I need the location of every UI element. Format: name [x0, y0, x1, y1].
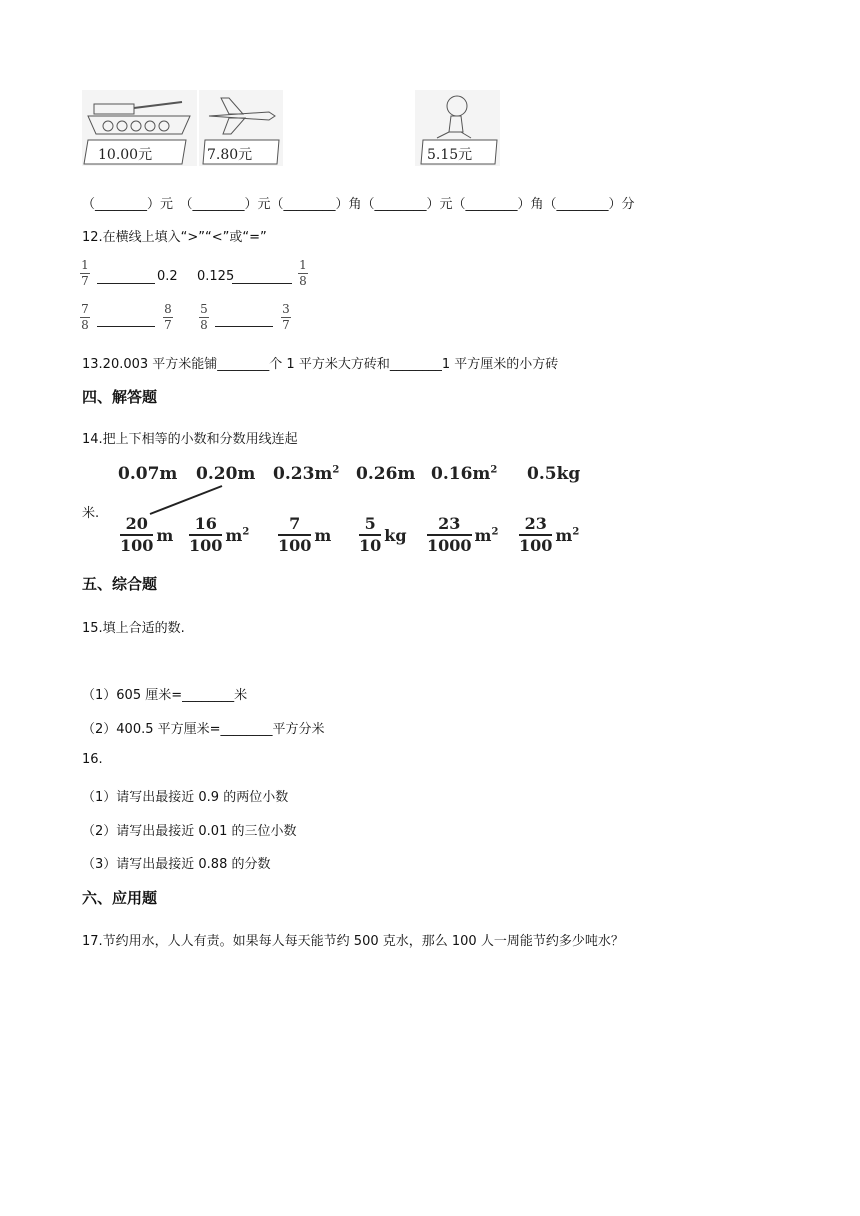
q14-bottom-5: 23 100 $m^2$ — [519, 514, 580, 555]
q17-text: 17.节约用水，人人有责。如果每人每天能节约 500 克水，那么 100 人一周能节约多少吨水？ — [82, 934, 624, 949]
q12-blank-2[interactable] — [232, 283, 292, 284]
q14-top-4: $0.16m^2$ — [431, 464, 498, 484]
q15-item-1: （1）605 厘米=________米 — [82, 688, 248, 703]
tank-price: 10.00元 — [98, 147, 153, 163]
q12-frac-3-7: 3 7 — [282, 302, 290, 332]
q14-top-5: 0.5kg — [527, 464, 581, 484]
q15-item-2: （2）400.5 平方厘米=________平方分米 — [82, 722, 325, 737]
q15-prompt: 15.填上合适的数. — [82, 621, 185, 636]
plane-image — [199, 90, 283, 166]
q12-value-0.2: 0.2 — [157, 269, 178, 284]
q14-suffix: 米. — [82, 506, 100, 521]
q12-frac-1-7: 1 7 — [81, 258, 89, 288]
q14-bottom-0: 20 100 m — [120, 514, 174, 555]
q12-frac-8-7: 8 7 — [164, 302, 172, 332]
q16-item-3: （3）请写出最接近 0.88 的分数 — [82, 857, 271, 872]
q12-value-0.125: 0.125 — [197, 269, 235, 284]
q14-top-2: $0.23m^2$ — [273, 464, 340, 484]
q11-blanks: （________）元 （________）元（________）角（________）元（________）角（________）分 — [82, 197, 635, 212]
q14-bottom-3: 5 10 kg — [359, 514, 407, 555]
q14-prompt: 14.把上下相等的小数和分数用线连起 — [82, 432, 298, 447]
q12-blank-3[interactable] — [97, 326, 155, 327]
q12-prompt: 12.在横线上填入“>”“<”或“=” — [82, 230, 267, 245]
q13-text: 13.20.003 平方米能铺________个 1 平方米大方砖和________1 平方厘米的小方砖 — [82, 357, 559, 372]
section-6-title: 六、应用题 — [82, 889, 158, 907]
section-5-title: 五、综合题 — [82, 575, 158, 593]
plane-price: 7.80元 — [207, 147, 253, 163]
q12-frac-5-8: 5 8 — [200, 302, 208, 332]
q14-bottom-4: 23 1000 $m^2$ — [427, 514, 499, 555]
q16-item-1: （1）请写出最接近 0.9 的两位小数 — [82, 790, 289, 805]
tank-image — [82, 90, 197, 166]
q14-top-3: 0.26m — [356, 464, 416, 484]
q14-top-0: 0.07m — [118, 464, 178, 484]
toy-image — [415, 90, 500, 166]
q14-bottom-1: 16 100 $m^2$ — [189, 514, 250, 555]
q12-blank-1[interactable] — [97, 283, 155, 284]
q12-frac-7-8: 7 8 — [81, 302, 89, 332]
q12-blank-4[interactable] — [215, 326, 273, 327]
section-4-title: 四、解答题 — [82, 388, 158, 406]
q16-prompt: 16. — [82, 752, 103, 767]
toy-price: 5.15元 — [427, 147, 473, 163]
q14-bottom-2: 7 100 m — [278, 514, 332, 555]
q14-top-1: 0.20m — [196, 464, 256, 484]
q12-frac-1-8: 1 8 — [299, 258, 307, 288]
q16-item-2: （2）请写出最接近 0.01 的三位小数 — [82, 824, 297, 839]
